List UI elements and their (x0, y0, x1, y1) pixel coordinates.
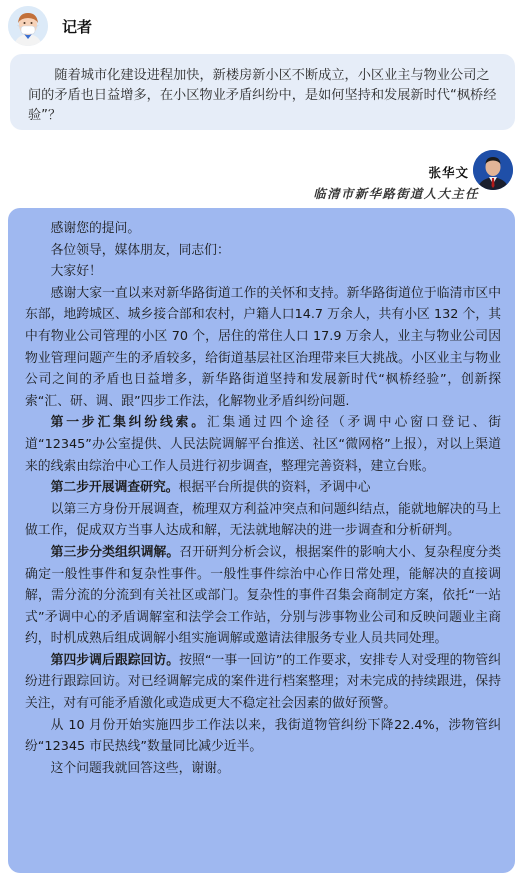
step4-title: 第四步调后跟踪回访。 (50, 652, 180, 668)
answer-step2-cont: 以第三方身份开展调查，梳理双方利益冲突点和问题纠结点，能就地解决的马上做工作，促成双方当事人达成和解，无法就地解决的进一步调查和分析研判。 (25, 501, 501, 539)
answer-result: 从 10 月份开始实施四步工作法以来，我街道物管纠纷下降22.4%，涉物管纠纷“12345 市民热线”数量同比减少近半。 (25, 717, 501, 755)
step1-title: 第一步汇集纠纷线索。 (50, 415, 207, 431)
step2-title: 第二步开展调查研究。 (50, 480, 179, 496)
reporter-avatar (8, 6, 48, 46)
official-photo-icon (473, 150, 513, 190)
official-title: 临清市新华路街道人大主任 (313, 186, 479, 201)
reporter-avatar-icon (8, 6, 48, 46)
official-name: 张华文 (428, 165, 469, 180)
step3-text: 召开研判分析会议，根据案件的影响大小、复杂程度分类确定一般性事件和复杂性事件。一般性事件综治中心作日常处理，能解决的直接调解，需分流的分流到有关社区或部门。复杂性的事件召集会商制定方案，依托“一站式”矛调中心的矛盾调解室和法学会工作站，分别与涉事物业公司和反映问题业主商约，时机成熟后组成调解小组实施调解或邀请法律服务专业人员共同处理。 (25, 544, 502, 647)
reporter-name: 记者 (62, 17, 93, 36)
step2-text: 根据平台所提供的资料，矛调中心 (178, 480, 371, 496)
answer-step2 (25, 477, 501, 499)
reporter-header (8, 5, 92, 47)
answer-intro: 感谢大家一直以来对新华路街道工作的关怀和支持。新华路街道位于临清市区中东部，地跨城区、城乡接合部和农村，户籍人口14.7 万余人，共有小区 132 个，其中有物业公司管理的小区 70 个，居住的常住人口 17.9 万余人，业主与物业公司因物业管理问题产生的矛盾较多，给街道基层社区治理带来巨大挑战。小区业主与物业公司之间的矛盾也日益增多，新华路街道坚持和发展新时代“枫桥经验”，创新探索“汇、研、调、跟”四步工作法，化解物业矛盾纠纷问题. (25, 285, 501, 409)
answer-greeting: 各位领导，媒体朋友，同志们： (50, 242, 230, 258)
question-bubble (10, 54, 515, 130)
official-avatar (473, 150, 513, 190)
answer-closing: 这个问题我就回答这些，谢谢。 (50, 760, 230, 776)
question-text: 随着城市化建设进程加快，新楼房新小区不断成立，小区业主与物业公司之间的矛盾也日益增多，在小区物业矛盾纠纷中，是如何坚持和发展新时代“枫桥经验”？ (28, 68, 497, 123)
step3-title: 第三步分类组织调解。 (50, 544, 180, 560)
step1-text: 汇集通过四个途径（矛调中心窗口登记、街道“12345”办公室提供、人民法院调解平台推送、社区“微网格”上报），对以上渠道来的线索由综治中心工作人员进行初步调查，整理完善资料，建立台账。 (25, 415, 502, 474)
answer-hello: 大家好！ (50, 264, 102, 280)
answer-step1 (25, 412, 501, 477)
answer-step4 (25, 650, 501, 715)
answer-bubble (8, 208, 515, 873)
answer-thanks: 感谢您的提问。 (50, 221, 141, 236)
answer-step3 (25, 542, 501, 650)
step4-text: 按照“一事一回访”的工作要求，安排专人对受理的物管纠纷进行跟踪回访。对已经调解完成的案件进行档案整理；对未完成的持续跟进，保持关注，对有可能矛盾激化或造成更大不稳定社会因素的做好预警。 (25, 652, 502, 712)
